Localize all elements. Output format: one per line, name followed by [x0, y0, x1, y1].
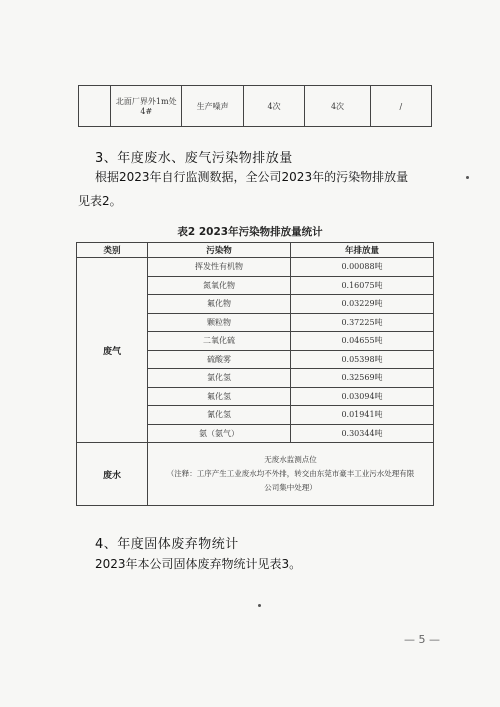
noise-table-fragment: [78, 85, 432, 127]
pollutant-cell: 氰化氢: [148, 406, 291, 425]
paragraph-line: 见表2。: [78, 194, 122, 208]
pollutant-cell: 氮氧化物: [148, 276, 291, 295]
speck: [258, 604, 261, 607]
pollutant-cell: 氟化氢: [148, 387, 291, 406]
amount-cell: 0.01941吨: [291, 406, 434, 425]
amount-cell: 0.03094吨: [291, 387, 434, 406]
amount-cell: 0.16075吨: [291, 276, 434, 295]
amount-cell: 0.37225吨: [291, 313, 434, 332]
amount-cell: 0.04655吨: [291, 332, 434, 351]
column-header: 年排放量: [291, 243, 434, 258]
amount-cell: 0.30344吨: [291, 424, 434, 443]
pollutant-cell: 颗粒物: [148, 313, 291, 332]
section-heading: 4、年度固体废弃物统计: [95, 537, 239, 552]
paragraph-line: 2023年本公司固体废弃物统计见表3。: [95, 557, 302, 571]
paragraph-line: 根据2023年自行监测数据，全公司2023年的污染物排放量: [95, 170, 409, 184]
category-cell: 废水: [77, 443, 148, 506]
table-cell: [79, 86, 111, 127]
column-header: 污染物: [148, 243, 291, 258]
pollutant-cell: 二氧化硫: [148, 332, 291, 351]
category-cell: 废气: [77, 258, 148, 443]
column-header: 类别: [77, 243, 148, 258]
table-cell: 北面厂界外1m处4#: [111, 86, 182, 127]
emission-table: [76, 242, 434, 506]
note-line: 无废水监测点位: [264, 455, 317, 464]
note-line: 公司集中处理）: [264, 483, 317, 492]
table-cell: 4次: [305, 86, 370, 127]
table-row: [77, 443, 434, 506]
note-line: （注释：工序产生工业废水均不外排，转交由东莞市豪丰工业污水处理有限: [166, 469, 415, 478]
pollutant-cell: 硫酸雾: [148, 350, 291, 369]
pollutant-cell: 氯化氢: [148, 369, 291, 388]
table-caption: 表2 2023年污染物排放量统计: [177, 226, 323, 238]
pollutant-cell: 氨（氨气）: [148, 424, 291, 443]
table-header-row: [77, 243, 434, 258]
pollutant-cell: 挥发性有机物: [148, 258, 291, 277]
table-row: [79, 86, 432, 127]
section-heading: 3、年度废水、废气污染物排放量: [95, 151, 293, 166]
amount-cell: 0.00088吨: [291, 258, 434, 277]
table-row: [77, 258, 434, 277]
table-cell: 生产噪声: [182, 86, 243, 127]
amount-cell: 0.32569吨: [291, 369, 434, 388]
pollutant-cell: 氟化物: [148, 295, 291, 314]
water-note-cell: [148, 443, 434, 506]
page-number: — 5 —: [404, 633, 440, 646]
amount-cell: 0.03229吨: [291, 295, 434, 314]
table-cell: /: [370, 86, 431, 127]
amount-cell: 0.05398吨: [291, 350, 434, 369]
speck: [466, 176, 469, 179]
table-cell: 4次: [243, 86, 304, 127]
